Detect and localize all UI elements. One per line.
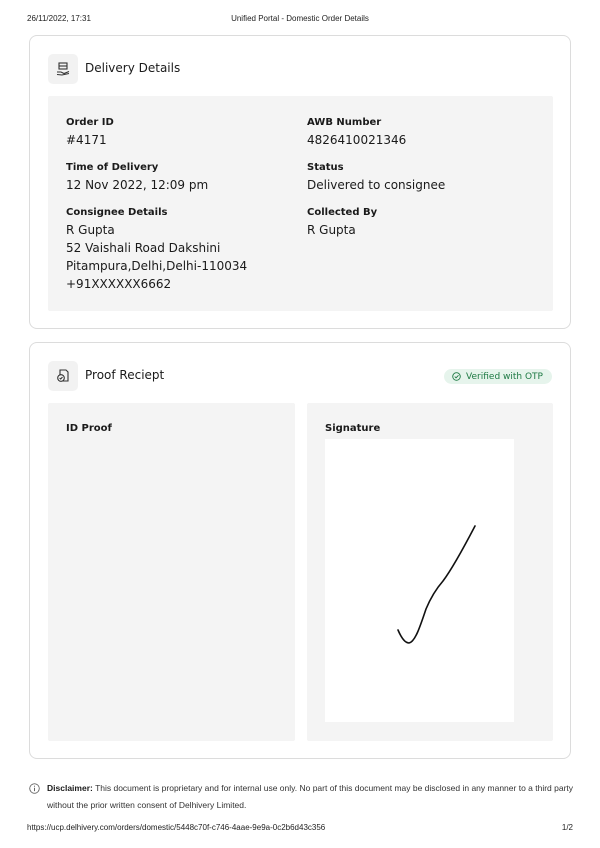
delivery-details-panel: [48, 96, 553, 311]
time-of-delivery-value: 12 Nov 2022, 12:09 pm: [66, 178, 209, 192]
signature-panel: [307, 403, 553, 741]
id-proof-label: ID Proof: [66, 423, 112, 434]
delivery-box-icon: [48, 54, 78, 84]
awb-label: AWB Number: [307, 117, 382, 128]
print-page-number: 1/2: [561, 823, 573, 832]
collected-by-value: R Gupta: [307, 223, 356, 237]
consignee-address-line-2: Pitampura,Delhi,Delhi-110034: [66, 259, 248, 273]
delivery-details-header: [48, 54, 552, 84]
disclaimer-label: Disclaimer:: [47, 783, 93, 793]
order-id-label: Order ID: [66, 117, 114, 128]
status-field: [307, 161, 445, 194]
order-id-value: #4171: [66, 133, 107, 147]
consignee-details-label: Consignee Details: [66, 207, 168, 218]
consignee-address-line-1: 52 Vaishali Road Dakshini: [66, 241, 221, 255]
delivery-details-title: Delivery Details: [85, 61, 181, 75]
disclaimer-text: This document is proprietary and for internal use only. No part of this document may be disclosed in any manner to a third party without the prior written consent of Delhivery Limited.: [47, 783, 574, 810]
order-id-field: [66, 116, 114, 149]
collected-by-label: Collected By: [307, 207, 378, 218]
time-of-delivery-label: Time of Delivery: [66, 162, 159, 173]
check-circle-icon: [452, 372, 461, 381]
id-proof-panel: [48, 403, 295, 741]
consignee-details-value: [66, 221, 247, 293]
print-datetime: 26/11/2022, 17:31: [27, 14, 91, 23]
status-label: Status: [307, 162, 344, 173]
awb-value: 4826410021346: [307, 133, 407, 147]
consignee-name: R Gupta: [66, 223, 115, 237]
awb-field: [307, 116, 406, 149]
time-of-delivery-field: [66, 161, 208, 194]
collected-by-field: [307, 206, 377, 239]
print-url: https://ucp.delhivery.com/orders/domestic/5448c70f-c746-4aae-9e9a-0c2b6d43c356: [27, 823, 326, 832]
info-icon: [29, 783, 40, 794]
status-value: Delivered to consignee: [307, 178, 446, 192]
consignee-details-field: [66, 206, 247, 293]
disclaimer: [29, 780, 574, 814]
proof-receipt-card: [29, 342, 571, 759]
signature-label: Signature: [325, 423, 381, 434]
consignee-phone: +91XXXXXX6662: [66, 277, 172, 291]
receipt-icon: [48, 361, 78, 391]
delivery-details-card: [29, 35, 571, 329]
verified-otp-text: Verified with OTP: [466, 371, 543, 382]
verified-otp-badge: [444, 369, 552, 384]
signature-stroke: [325, 439, 514, 722]
proof-receipt-title: Proof Reciept: [85, 368, 165, 382]
signature-image: [325, 439, 514, 722]
print-title: Unified Portal - Domestic Order Details: [231, 14, 369, 23]
